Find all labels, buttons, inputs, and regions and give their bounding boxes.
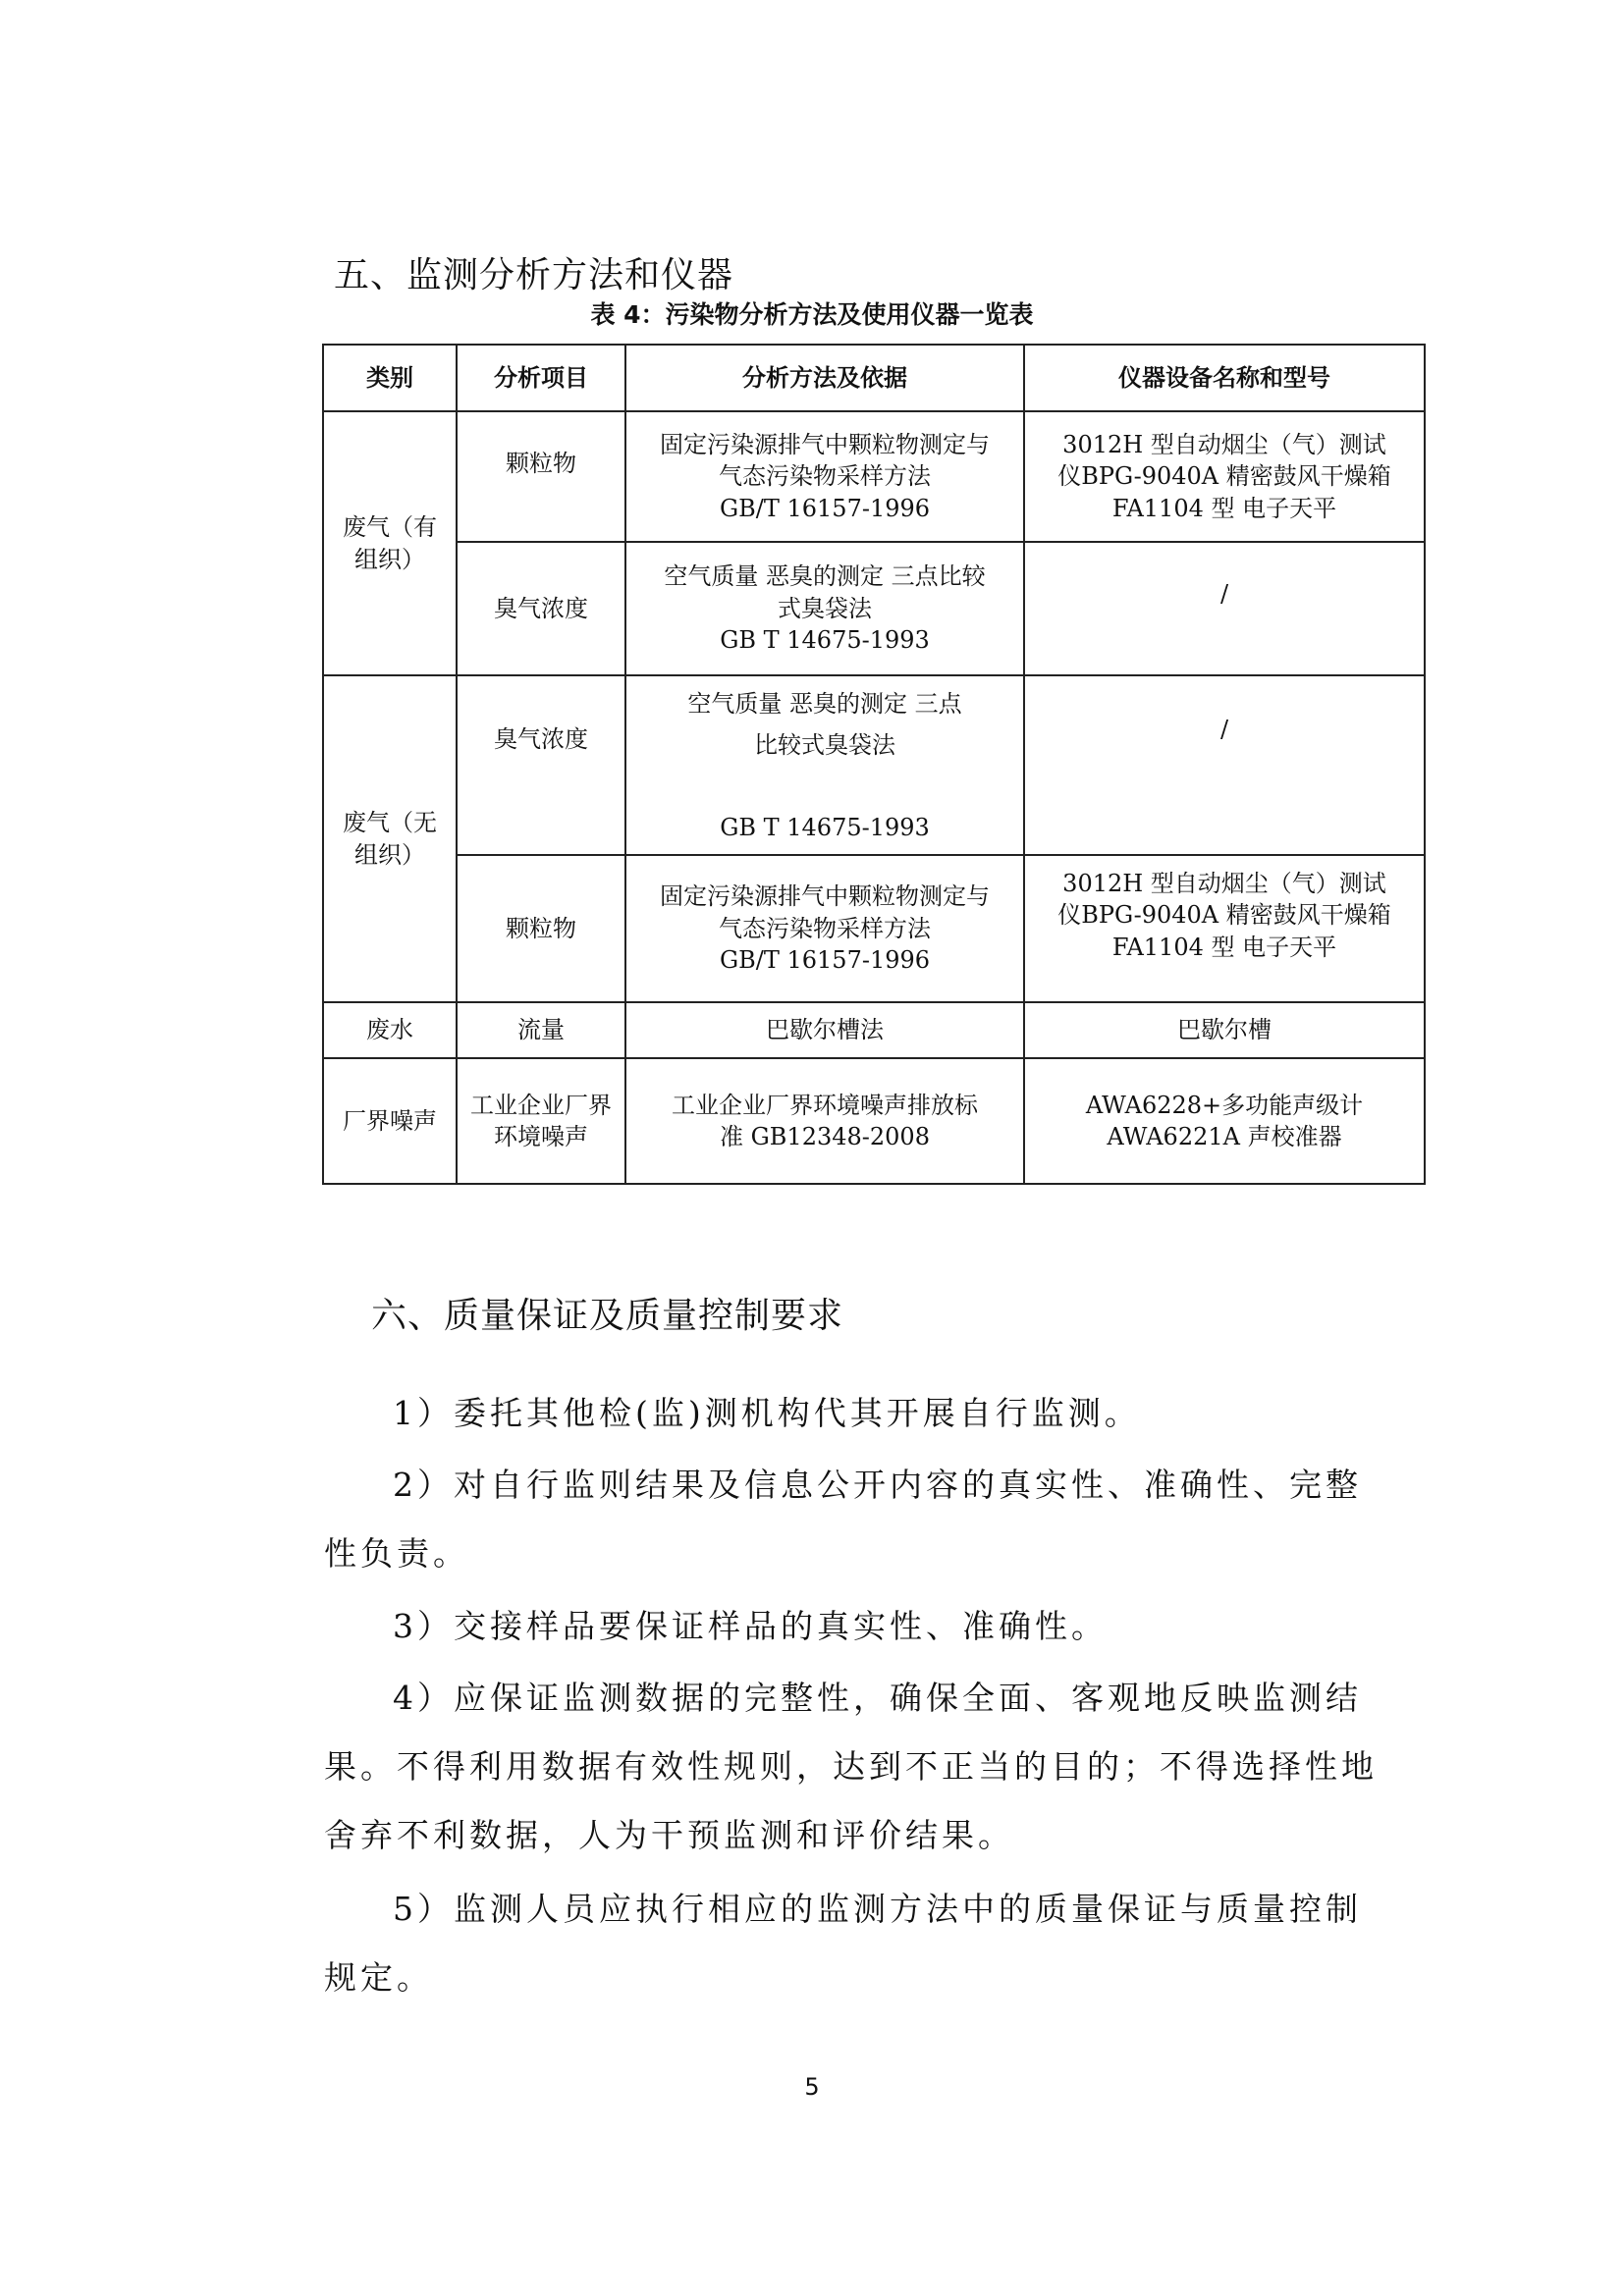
- table-row: [323, 675, 1425, 855]
- header-method: 分析方法及依据: [625, 345, 1024, 411]
- instrument-cell: /: [1024, 675, 1425, 855]
- header-instrument: 仪器设备名称和型号: [1024, 345, 1425, 411]
- requirement-item-2: 2）对自行监则结果及信息公开内容的真实性、准确性、完整性负责。: [324, 1466, 1362, 1573]
- requirement-item-1: 1）委托其他检(监)测机构代其开展自行监测。: [393, 1394, 1141, 1432]
- table-row: [323, 855, 1425, 1002]
- instrument-cell: 巴歇尔槽: [1024, 1002, 1425, 1058]
- category-cell: 废水: [323, 1002, 457, 1058]
- requirement-item-3: 3）交接样品要保证样品的真实性、准确性。: [393, 1607, 1108, 1645]
- page-number: 5: [804, 2073, 820, 2101]
- item-cell: 颗粒物: [457, 855, 625, 1002]
- method-cell: 空气质量 恶臭的测定 三点 比较式臭袋法 GB T 14675-1993: [625, 675, 1024, 855]
- method-cell: 巴歇尔槽法: [625, 1002, 1024, 1058]
- table-row: [323, 1002, 1425, 1058]
- instrument-cell: /: [1024, 542, 1425, 675]
- qa-section-heading: 六、质量保证及质量控制要求: [371, 1296, 844, 1336]
- instrument-cell: 3012H 型自动烟尘（气）测试 仪BPG-9040A 精密鼓风干燥箱 FA1104 型 电子天平: [1024, 855, 1425, 1002]
- requirement-item-4: 4）应保证监测数据的完整性，确保全面、客观地反映监测结果。不得利用数据有效性规则，达到不正当的目的；不得选择性地舍弃不利数据，人为干预监测和评价结果。: [324, 1679, 1378, 1854]
- table-row: [323, 1058, 1425, 1184]
- method-cell: 工业企业厂界环境噪声排放标 准 GB12348-2008: [625, 1058, 1024, 1184]
- header-item: 分析项目: [457, 345, 625, 411]
- item-cell: 颗粒物: [457, 411, 625, 542]
- category-cell: 废气（有 组织）: [323, 411, 457, 675]
- requirement-item-5: 5）监测人员应执行相应的监测方法中的质量保证与质量控制规定。: [324, 1890, 1362, 1997]
- header-category: 类别: [323, 345, 457, 411]
- methods-section-heading: 五、监测分析方法和仪器: [334, 255, 734, 295]
- method-cell: 固定污染源排气中颗粒物测定与 气态污染物采样方法 GB/T 16157-1996: [625, 411, 1024, 542]
- category-cell: 废气（无 组织）: [323, 675, 457, 1002]
- table-row: [323, 542, 1425, 675]
- item-cell: 臭气浓度: [457, 675, 625, 855]
- method-cell: 固定污染源排气中颗粒物测定与 气态污染物采样方法 GB/T 16157-1996: [625, 855, 1024, 1002]
- item-cell: 流量: [457, 1002, 625, 1058]
- category-cell: 厂界噪声: [323, 1058, 457, 1184]
- item-cell: 工业企业厂界 环境噪声: [457, 1058, 625, 1184]
- table-header-row: [323, 345, 1425, 411]
- table-row: [323, 411, 1425, 542]
- item-cell: 臭气浓度: [457, 542, 625, 675]
- instrument-cell: AWA6228+多功能声级计 AWA6221A 声校准器: [1024, 1058, 1425, 1184]
- methods-table: [322, 344, 1426, 1185]
- instrument-cell: 3012H 型自动烟尘（气）测试 仪BPG-9040A 精密鼓风干燥箱 FA1104 型 电子天平: [1024, 411, 1425, 542]
- table-caption: 表 4：污染物分析方法及使用仪器一览表: [590, 300, 1034, 329]
- method-cell: 空气质量 恶臭的测定 三点比较 式臭袋法 GB T 14675-1993: [625, 542, 1024, 675]
